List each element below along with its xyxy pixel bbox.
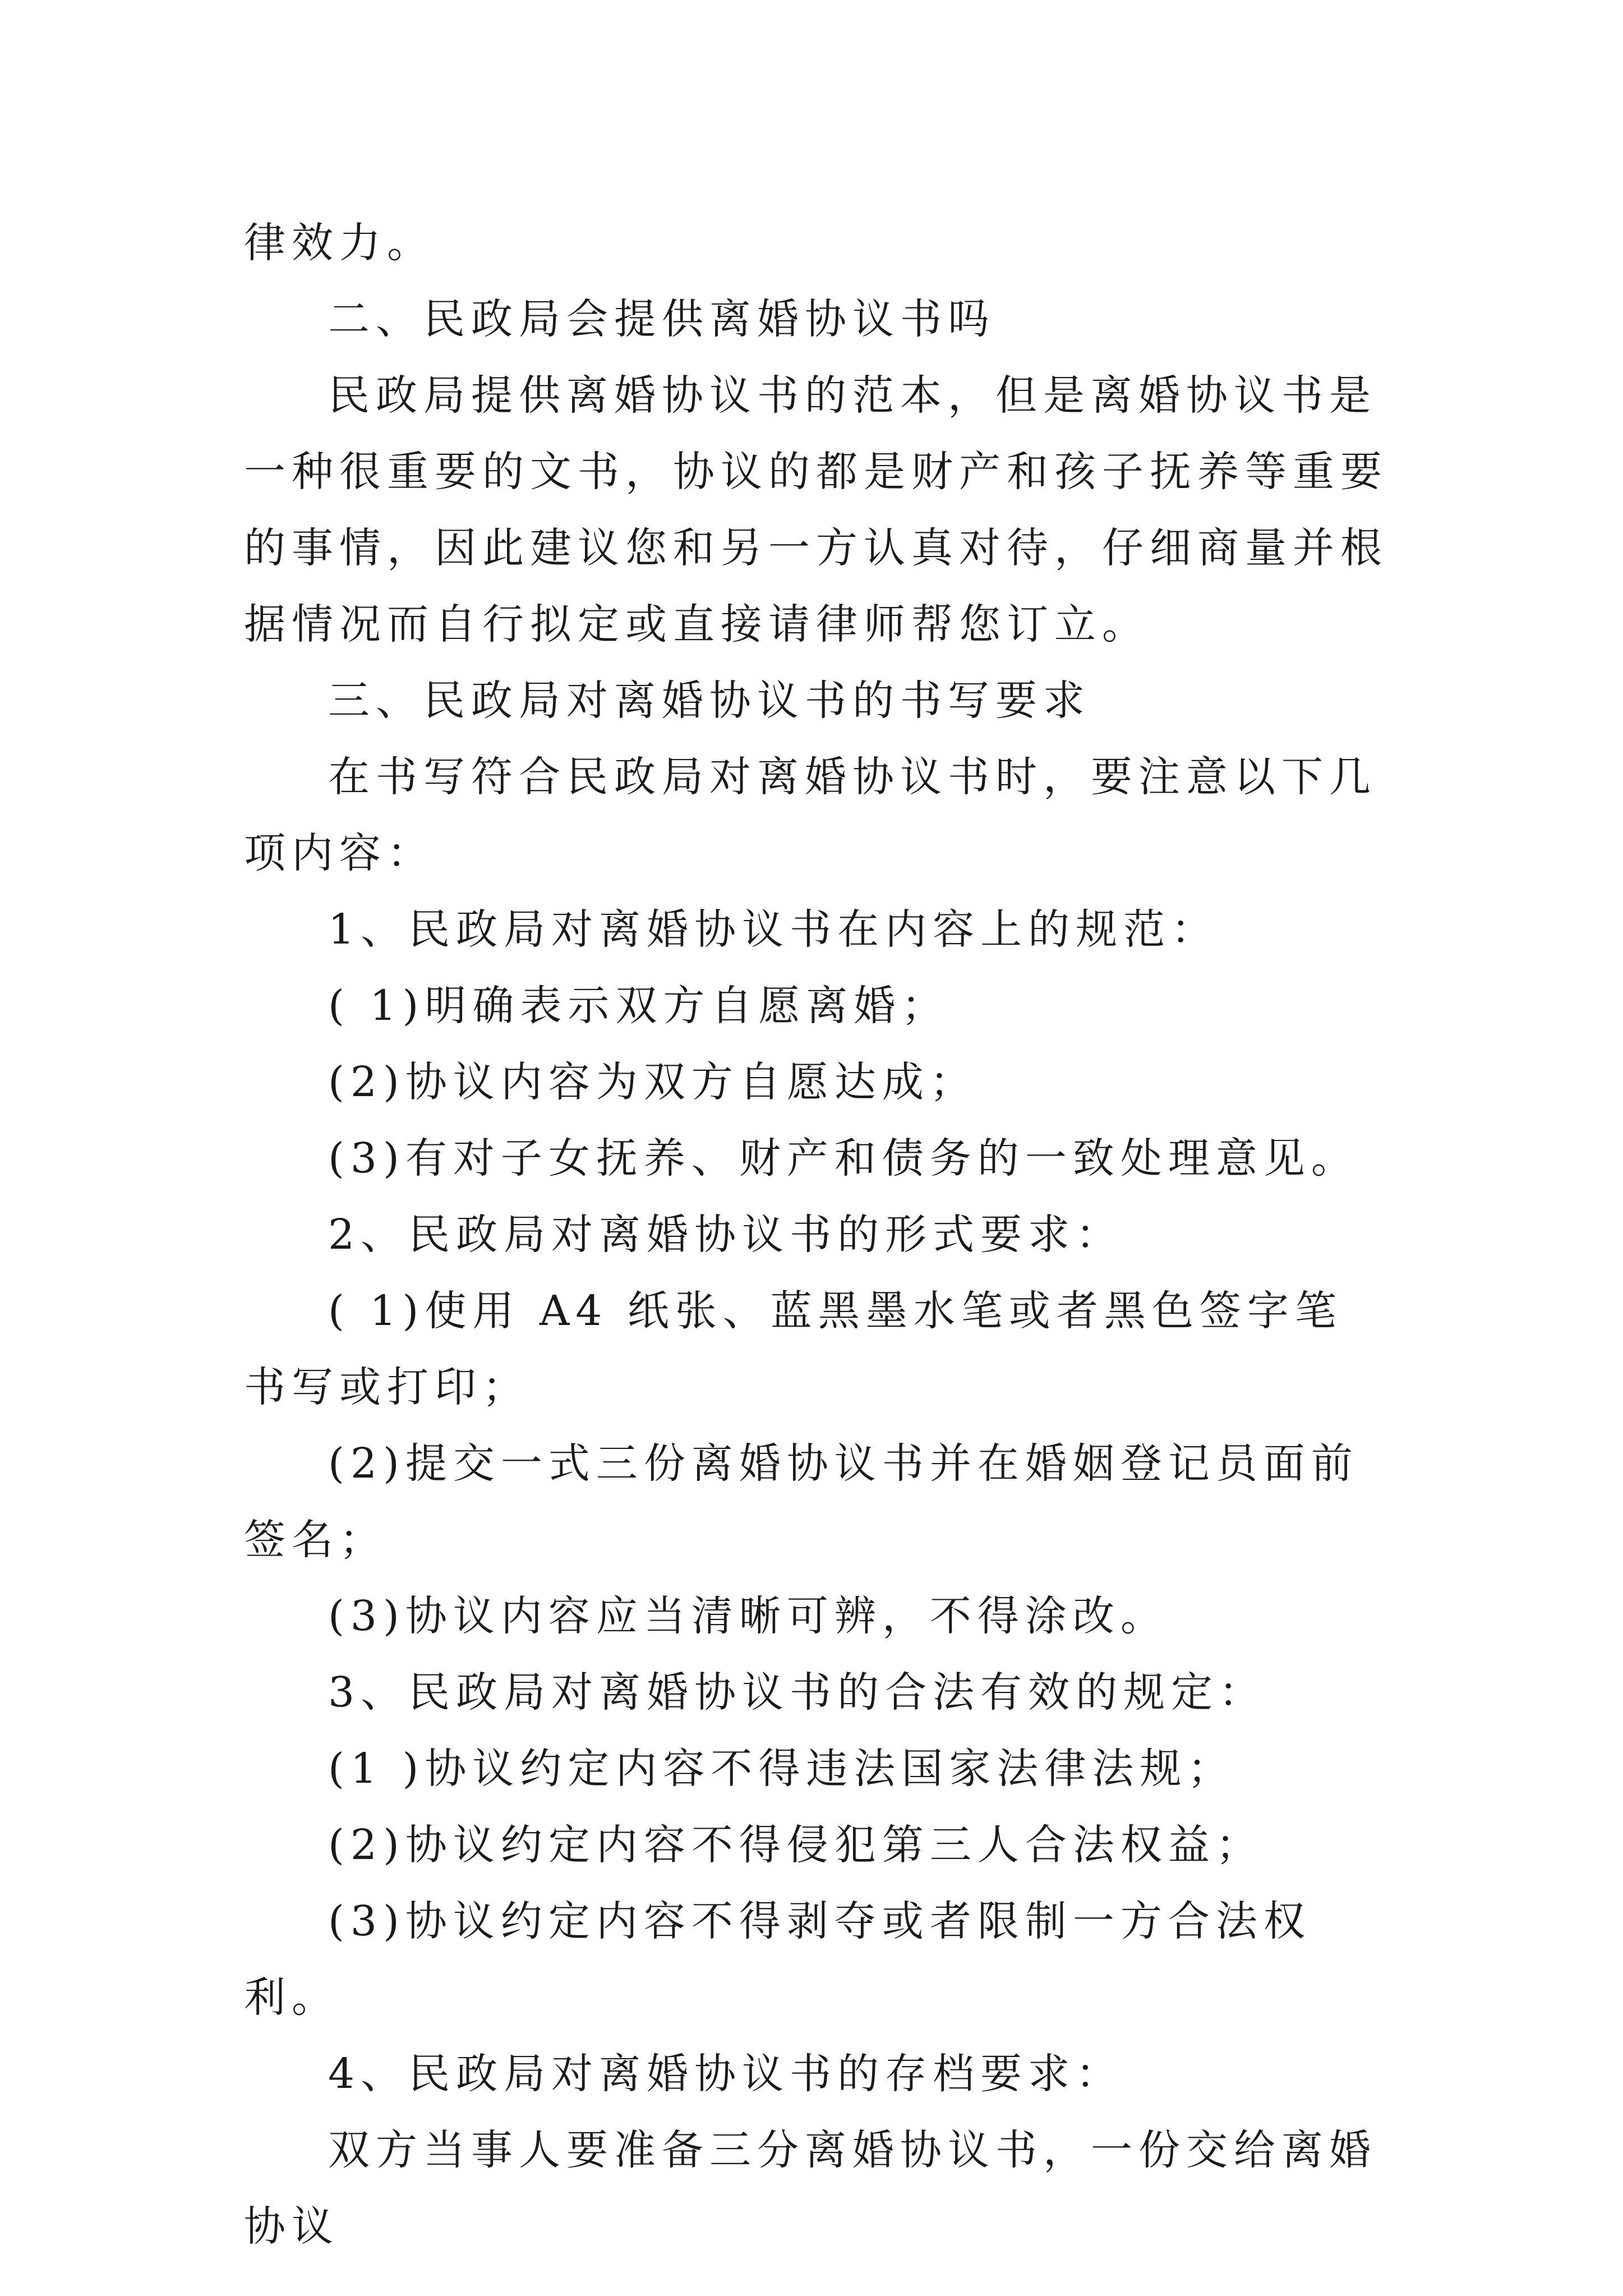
list-item: (3)有对子女抚养、财产和债务的一致处理意见。 bbox=[328, 1134, 1359, 1182]
document-body bbox=[244, 205, 1388, 2265]
heading-section-2: 二、民政局会提供离婚协议书吗 bbox=[328, 295, 995, 343]
heading-section-3: 三、民政局对离婚协议书的书写要求 bbox=[328, 677, 1091, 725]
subheading-archiving: 4、民政局对离婚协议书的存档要求： bbox=[328, 2050, 1124, 2098]
list-item: (2)提交一式三份离婚协议书并在婚姻登记员面前签名； bbox=[244, 1439, 1359, 1564]
list-item: (3)协议内容应当清晰可辨，不得涂改。 bbox=[328, 1592, 1168, 1640]
list-item: (2)协议内容为双方自愿达成； bbox=[328, 1058, 978, 1106]
list-item: (1 )协议约定内容不得违法国家法律法规； bbox=[328, 1745, 1235, 1793]
list-item: ( 1)使用 A4 纸张、蓝黑墨水笔或者黑色签字笔书写或打印； bbox=[244, 1287, 1343, 1411]
paragraph-archiving-body: 双方当事人要准备三分离婚协议书，一份交给离婚协议 bbox=[244, 2126, 1377, 2251]
paragraph-section-2-body: 民政局提供离婚协议书的范本，但是离婚协议书是一种很重要的文书，协议的都是财产和孩子抚养等重要的事情，因此建议您和另一方认真对待，仔细商量并根据情况而自行拟定或直接请律师帮您订立。 bbox=[244, 371, 1388, 648]
paragraph-continuation: 律效力。 bbox=[244, 219, 435, 267]
subheading-format-requirements: 2、民政局对离婚协议书的形式要求： bbox=[328, 1211, 1124, 1259]
list-item: ( 1)明确表示双方自愿离婚； bbox=[328, 982, 949, 1030]
subheading-legal-validity: 3、民政局对离婚协议书的合法有效的规定： bbox=[328, 1668, 1267, 1717]
list-item: (2)协议约定内容不得侵犯第三人合法权益； bbox=[328, 1821, 1264, 1869]
list-item: (3)协议约定内容不得剥夺或者限制一方合法权利。 bbox=[244, 1897, 1311, 2022]
subheading-content-norms: 1、民政局对离婚协议书在内容上的规范： bbox=[328, 905, 1219, 954]
paragraph-section-3-intro: 在书写符合民政局对离婚协议书时，要注意以下几项内容： bbox=[244, 753, 1377, 877]
